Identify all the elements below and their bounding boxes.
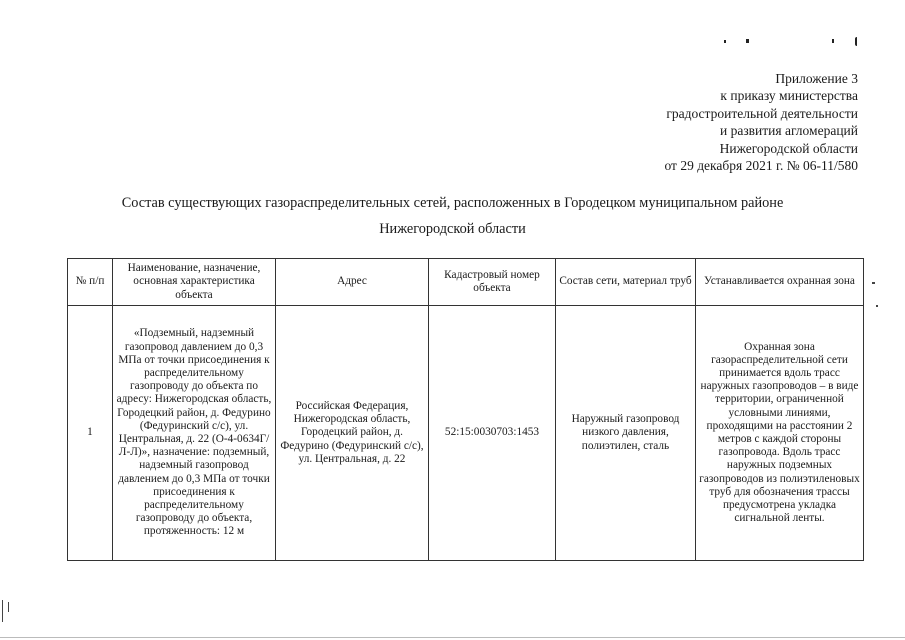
cell-cadastral: 52:15:0030703:1453: [429, 306, 556, 561]
header-name: Наименование, назначение, основная характеристика объекта: [113, 259, 276, 306]
appendix-header: [538, 70, 858, 174]
scan-marks: [716, 36, 866, 48]
cell-composition: Наружный газопровод низкого давления, полиэтилен, сталь: [556, 306, 696, 561]
table-header-row: [68, 259, 864, 306]
scan-mark: [876, 305, 878, 307]
appendix-line: Приложение 3: [775, 71, 858, 86]
title-line-2: Нижегородской области: [379, 221, 526, 237]
scan-edge: [0, 637, 905, 638]
document-title: [0, 190, 905, 242]
title-line-1: Состав существующих газораспределительных сетей, расположенных в Городецком муниципальном районе: [121, 195, 784, 211]
appendix-line: от 29 декабря 2021 г. № 06-11/580: [664, 158, 858, 174]
cell-address: Российская Федерация, Нижегородская область, Городецкий район, д. Федурино (Федуринский с/с), ул. Центральная, д. 22: [276, 306, 429, 561]
header-composition: Состав сети, материал труб: [556, 259, 696, 306]
scan-mark: [724, 40, 726, 43]
scan-mark: [855, 37, 861, 46]
header-cadastral: Кадастровый номер объекта: [429, 259, 556, 306]
scan-edge: [8, 602, 9, 612]
cell-num: 1: [68, 306, 113, 561]
header-protection: Устанавливается охранная зона: [696, 259, 864, 306]
cell-protection: Охранная зона газораспределительной сети принимается вдоль трасс наружных газопроводов – в виде территории, ограниченной условными линиями, проходящими на расстоянии 2 метров с каждой стороны газопровода. Вдоль трасс наружных подземных газопроводов из полиэтиленовых труб для обозначения трассы предусмотрена укладка сигнальной ленты.: [696, 306, 864, 561]
appendix-line: градостроительной деятельности: [666, 105, 858, 121]
scan-mark: [746, 39, 749, 43]
scan-mark: [872, 282, 875, 284]
scan-edge: [2, 600, 3, 622]
appendix-line: и развития агломераций: [719, 123, 858, 139]
gas-network-table: [67, 258, 864, 561]
scan-mark: [832, 39, 834, 43]
header-num: № п/п: [68, 259, 113, 306]
appendix-line: к приказу министерства: [720, 88, 858, 104]
table-row: [68, 306, 864, 561]
appendix-line: Нижегородской области: [719, 140, 858, 156]
header-address: Адрес: [276, 259, 429, 306]
cell-name: «Подземный, надземный газопровод давлением до 0,3 МПа от точки присоединения к распределительному газопроводу до объекта по адресу: Нижегородская область, Городецкий район, д. Федурино (Федуринский с/с), ул. Центральная, д. 22 (О-4-0634Г/Л-Л)», назначение: подземный, надземный газопровод давлением до 0,3 МПа от точки присоединения к распределительному газопроводу до объекта, протяженность: 12 м: [113, 306, 276, 561]
